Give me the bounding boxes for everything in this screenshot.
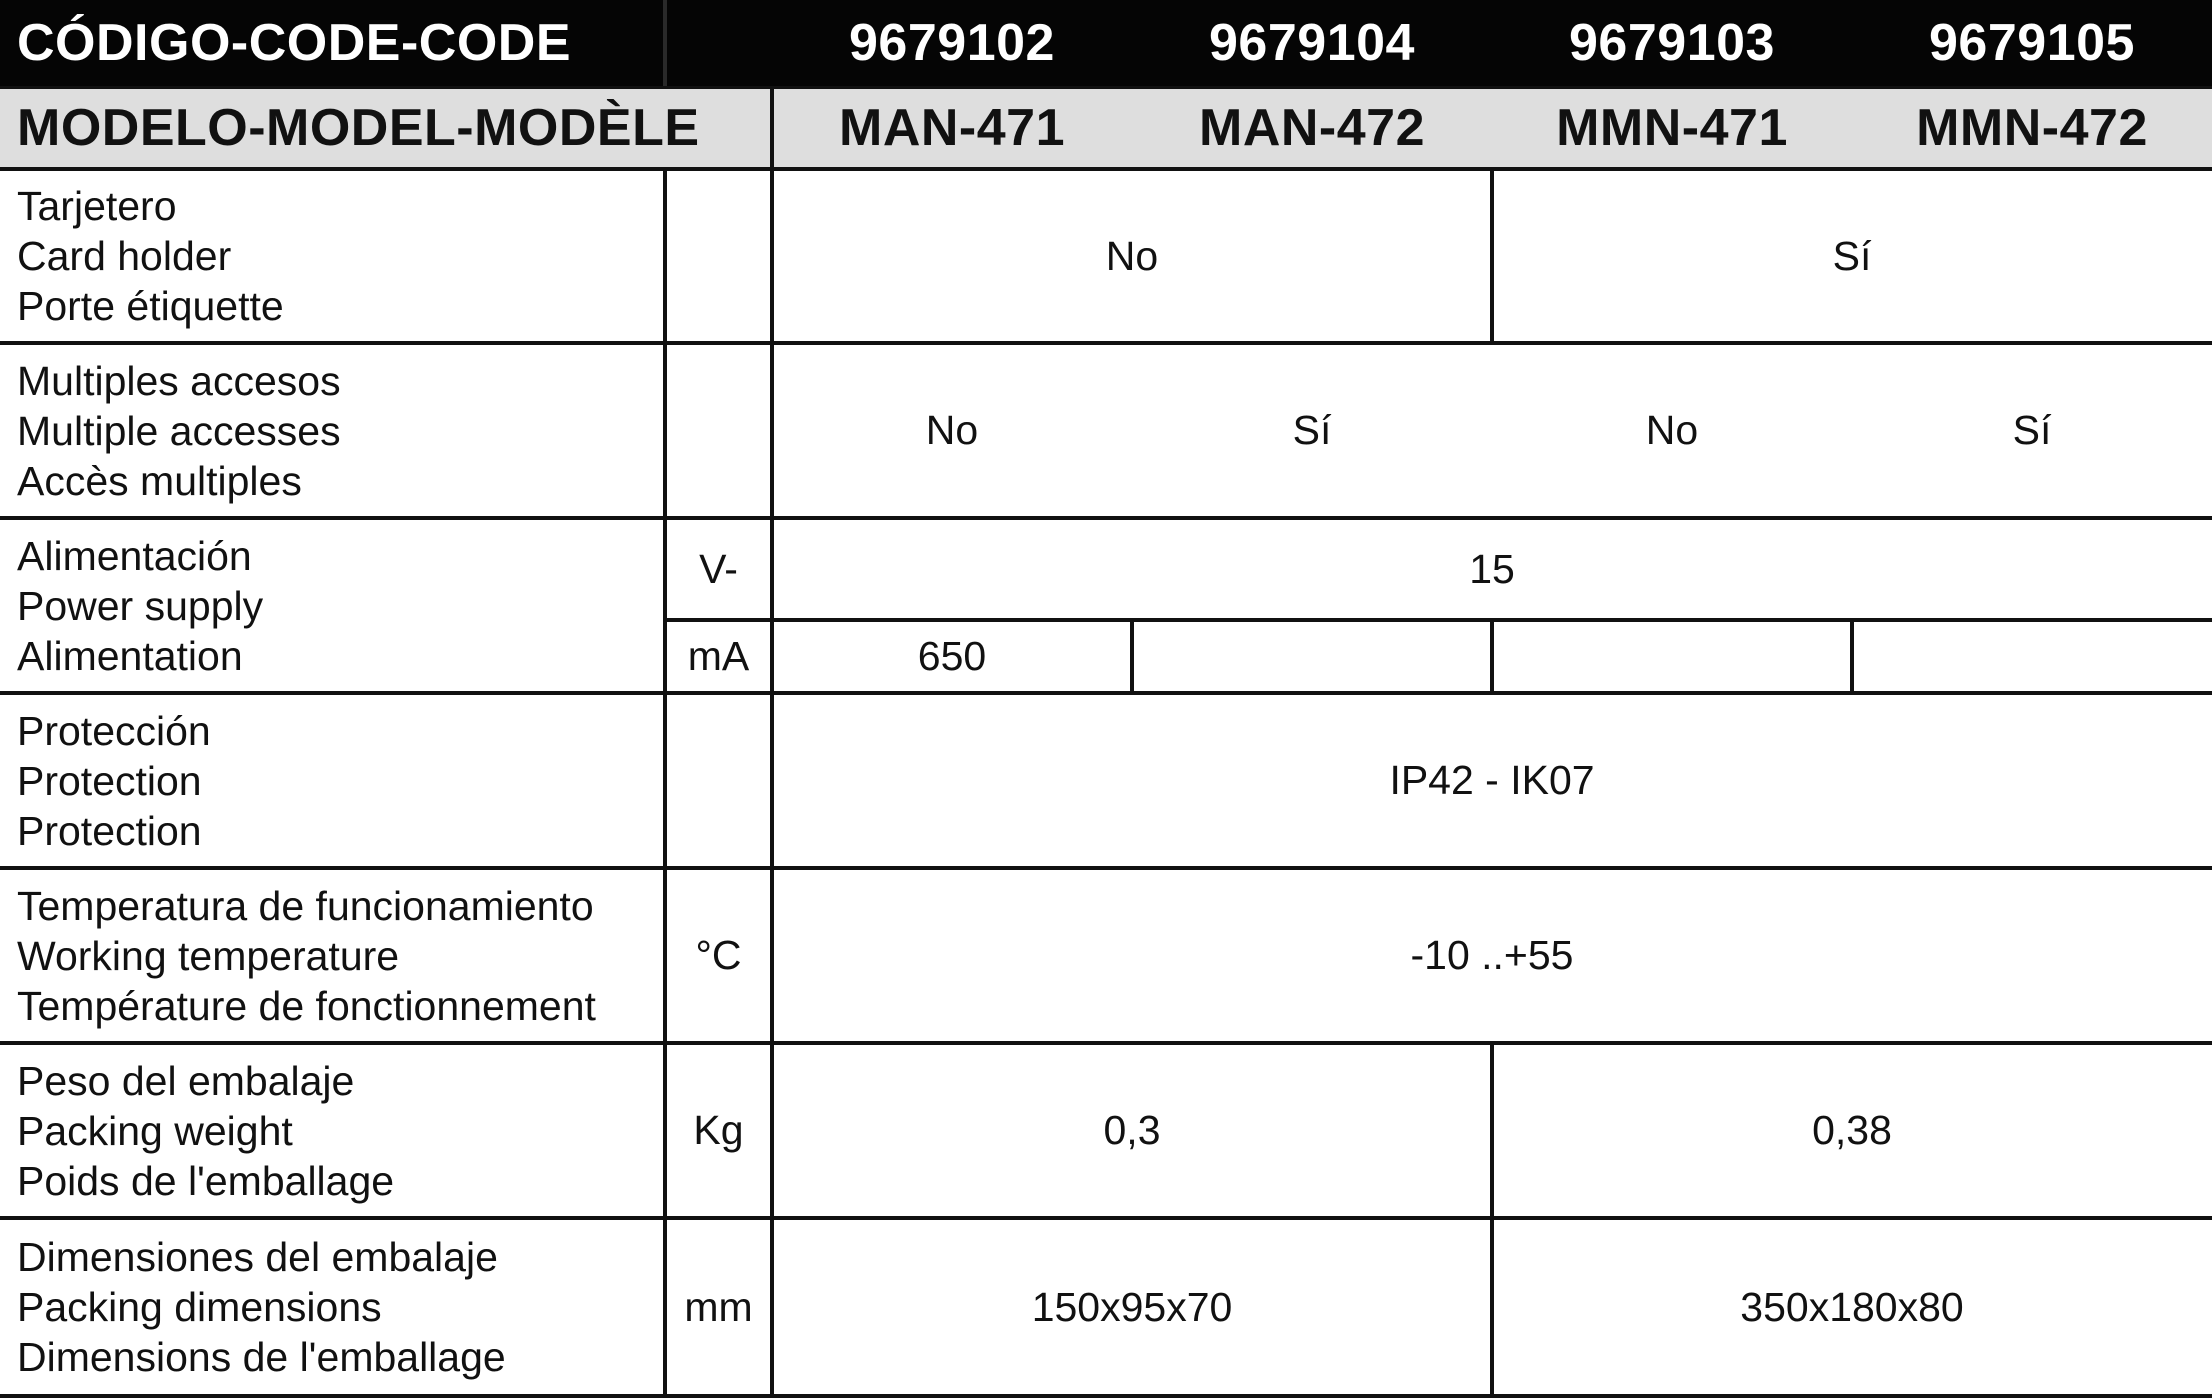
label-en: Multiple accesses	[17, 407, 341, 454]
dimensions-unit: mm	[684, 1283, 753, 1330]
current-value-mmn-472	[1852, 622, 2212, 691]
label-en: Power supply	[17, 582, 264, 629]
label-es: Dimensiones del embalaje	[17, 1234, 498, 1280]
label-es: Tarjetero	[17, 183, 177, 229]
row-power-supply	[0, 520, 2212, 695]
code-9679104: 9679104	[1209, 14, 1415, 72]
label-en: Working temperature	[17, 932, 400, 979]
row-working-temperature	[0, 870, 2212, 1045]
card-holder-label	[17, 171, 284, 341]
model-mmn-471: MMN-471	[1556, 99, 1788, 157]
label-es: Protección	[17, 707, 211, 754]
card-holder-value-man: No	[1105, 232, 1159, 279]
grid-line-center-weight	[1490, 1045, 1494, 1398]
dimensions-label	[17, 1220, 506, 1394]
temperature-unit: °C	[695, 932, 742, 978]
power-supply-label	[17, 520, 263, 691]
grid-line-center-card	[1490, 171, 1494, 344]
label-en: Protection	[17, 757, 202, 804]
protection-value: IP42 - IK07	[1389, 757, 1595, 803]
dimensions-value-man: 150x95x70	[1031, 1283, 1233, 1330]
code-header-row	[0, 0, 2212, 86]
weight-label	[17, 1045, 394, 1216]
multiple-access-value: Sí	[1292, 407, 1332, 453]
label-en: Card holder	[17, 233, 232, 279]
weight-unit: Kg	[693, 1107, 744, 1153]
row-protection	[0, 695, 2212, 870]
current-value-mmn-471	[1492, 622, 1852, 691]
grid-line-code-divider	[663, 0, 667, 86]
current-value-man-472	[1132, 622, 1492, 691]
grid-line-current-2	[1490, 618, 1494, 695]
weight-value-mmn: 0,38	[1812, 1107, 1892, 1153]
grid-line-unit-right	[770, 86, 774, 1398]
model-mmn-472: MMN-472	[1916, 99, 2148, 157]
code-9679103: 9679103	[1569, 14, 1775, 72]
code-9679105: 9679105	[1929, 14, 2135, 72]
temperature-value: -10 ..+55	[1410, 932, 1574, 978]
label-en: Packing weight	[17, 1107, 293, 1154]
temperature-label	[17, 870, 596, 1041]
model-man-472: MAN-472	[1199, 99, 1425, 157]
label-es: Alimentación	[17, 532, 252, 579]
label-fr: Porte étiquette	[17, 283, 284, 329]
multiple-access-label	[17, 345, 341, 516]
multiple-access-value: No	[925, 407, 979, 453]
multiple-access-value: Sí	[2012, 407, 2052, 453]
code-9679102: 9679102	[849, 14, 1055, 72]
grid-line-current-1	[1130, 618, 1134, 695]
label-en: Packing dimensions	[17, 1284, 382, 1330]
row-packing-weight	[0, 1045, 2212, 1220]
row-card-holder	[0, 171, 2212, 345]
label-es: Peso del embalaje	[17, 1057, 355, 1104]
dimensions-value-mmn: 350x180x80	[1740, 1283, 1964, 1330]
voltage-unit: V-	[699, 545, 738, 592]
grid-line-power-split	[663, 618, 2212, 622]
model-header-label: MODELO-MODEL-MODÈLE	[17, 99, 700, 157]
current-value-man-471: 650	[917, 633, 987, 679]
label-fr: Dimensions de l'emballage	[17, 1334, 506, 1380]
protection-label	[17, 695, 211, 866]
weight-value-man: 0,3	[1103, 1107, 1161, 1153]
label-fr: Poids de l'emballage	[17, 1157, 395, 1204]
code-header-label: CÓDIGO-CODE-CODE	[17, 14, 571, 72]
grid-line-unit-left	[663, 171, 667, 1398]
label-es: Multiples accesos	[17, 357, 341, 404]
grid-line-current-3	[1850, 618, 1854, 695]
card-holder-value-mmn: Sí	[1832, 232, 1872, 279]
voltage-value: 15	[1469, 545, 1515, 592]
model-man-471: MAN-471	[839, 99, 1065, 157]
label-fr: Protection	[17, 807, 202, 854]
model-header-row	[0, 86, 2212, 171]
label-es: Temperatura de funcionamiento	[17, 882, 594, 929]
row-packing-dimensions	[0, 1220, 2212, 1398]
label-fr: Alimentation	[17, 632, 243, 679]
row-multiple-access	[0, 345, 2212, 520]
label-fr: Température de fonctionnement	[17, 982, 596, 1029]
multiple-access-value: No	[1645, 407, 1699, 453]
label-fr: Accès multiples	[17, 457, 302, 504]
current-unit: mA	[687, 633, 750, 679]
